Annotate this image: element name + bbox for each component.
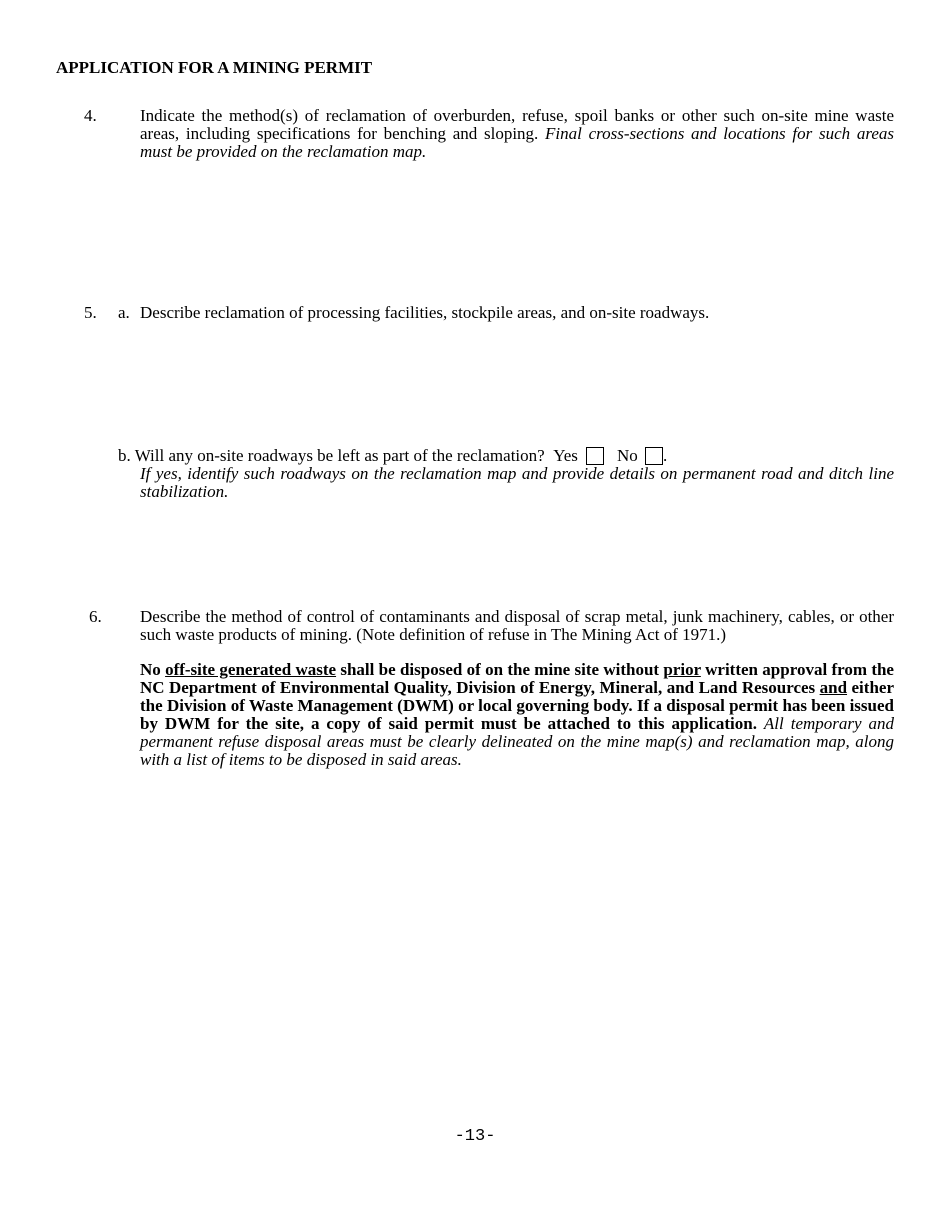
item-4-text	[140, 107, 894, 161]
item-5b-question	[118, 447, 667, 465]
item-5b-italic-note: If yes, identify such roadways on the reclamation map and provide details on permanent road and ditch line stabilization.	[140, 464, 894, 501]
page-number: -13-	[454, 1127, 496, 1146]
item-5-number: 5.	[84, 303, 97, 322]
item-6-number: 6.	[89, 607, 102, 626]
item-5b-text: b. Will any on-site roadways be left as part of the reclamation?	[118, 446, 545, 465]
notice-bold-4: either the Division of Waste Management (DWM) or local governing body. If a disposal permit has been issued by DWM for the site, a copy of said permit must be attached to this application.	[140, 678, 894, 733]
item-6-notice	[140, 661, 894, 769]
notice-offsite-waste: off-site generated waste	[165, 660, 337, 679]
notice-prior: prior	[663, 660, 701, 679]
notice-bold-3: written approval from the NC Department of Environmental Quality, Division of Energy, Mineral, and Land Resources	[140, 660, 894, 697]
notice-bold-2: shall be disposed of on the mine site without	[336, 660, 664, 679]
no-checkbox[interactable]	[645, 447, 663, 465]
item-6-text: Describe the method of control of contaminants and disposal of scrap metal, junk machinery, cables, or other such waste products of mining. (Note definition of refuse in The Mining Act of 1971.)	[140, 607, 894, 644]
page-title: APPLICATION FOR A MINING PERMIT	[56, 58, 373, 77]
item-4-number: 4.	[84, 106, 97, 125]
yes-checkbox[interactable]	[586, 447, 604, 465]
item-5a-label: a.	[118, 303, 130, 322]
no-label: No	[616, 446, 638, 465]
item-5a-text: Describe reclamation of processing facilities, stockpile areas, and on-site roadways.	[140, 303, 710, 322]
item-4-italic-note: Final cross-sections and locations for such areas must be provided on the reclamation map.	[140, 124, 895, 161]
notice-bold-1: No	[140, 660, 166, 679]
notice-italic: All temporary and permanent refuse disposal areas must be clearly delineated on the mine map(s) and reclamation map, along with a list of items to be disposed in said areas.	[140, 714, 895, 769]
yes-label: Yes	[553, 446, 578, 465]
item-5b-period: .	[662, 446, 668, 465]
notice-and: and	[819, 678, 848, 697]
item-4-instruction: Indicate the method(s) of reclamation of overburden, refuse, spoil banks or other such on-site mine waste areas, including specifications for benching and sloping.	[140, 106, 894, 143]
